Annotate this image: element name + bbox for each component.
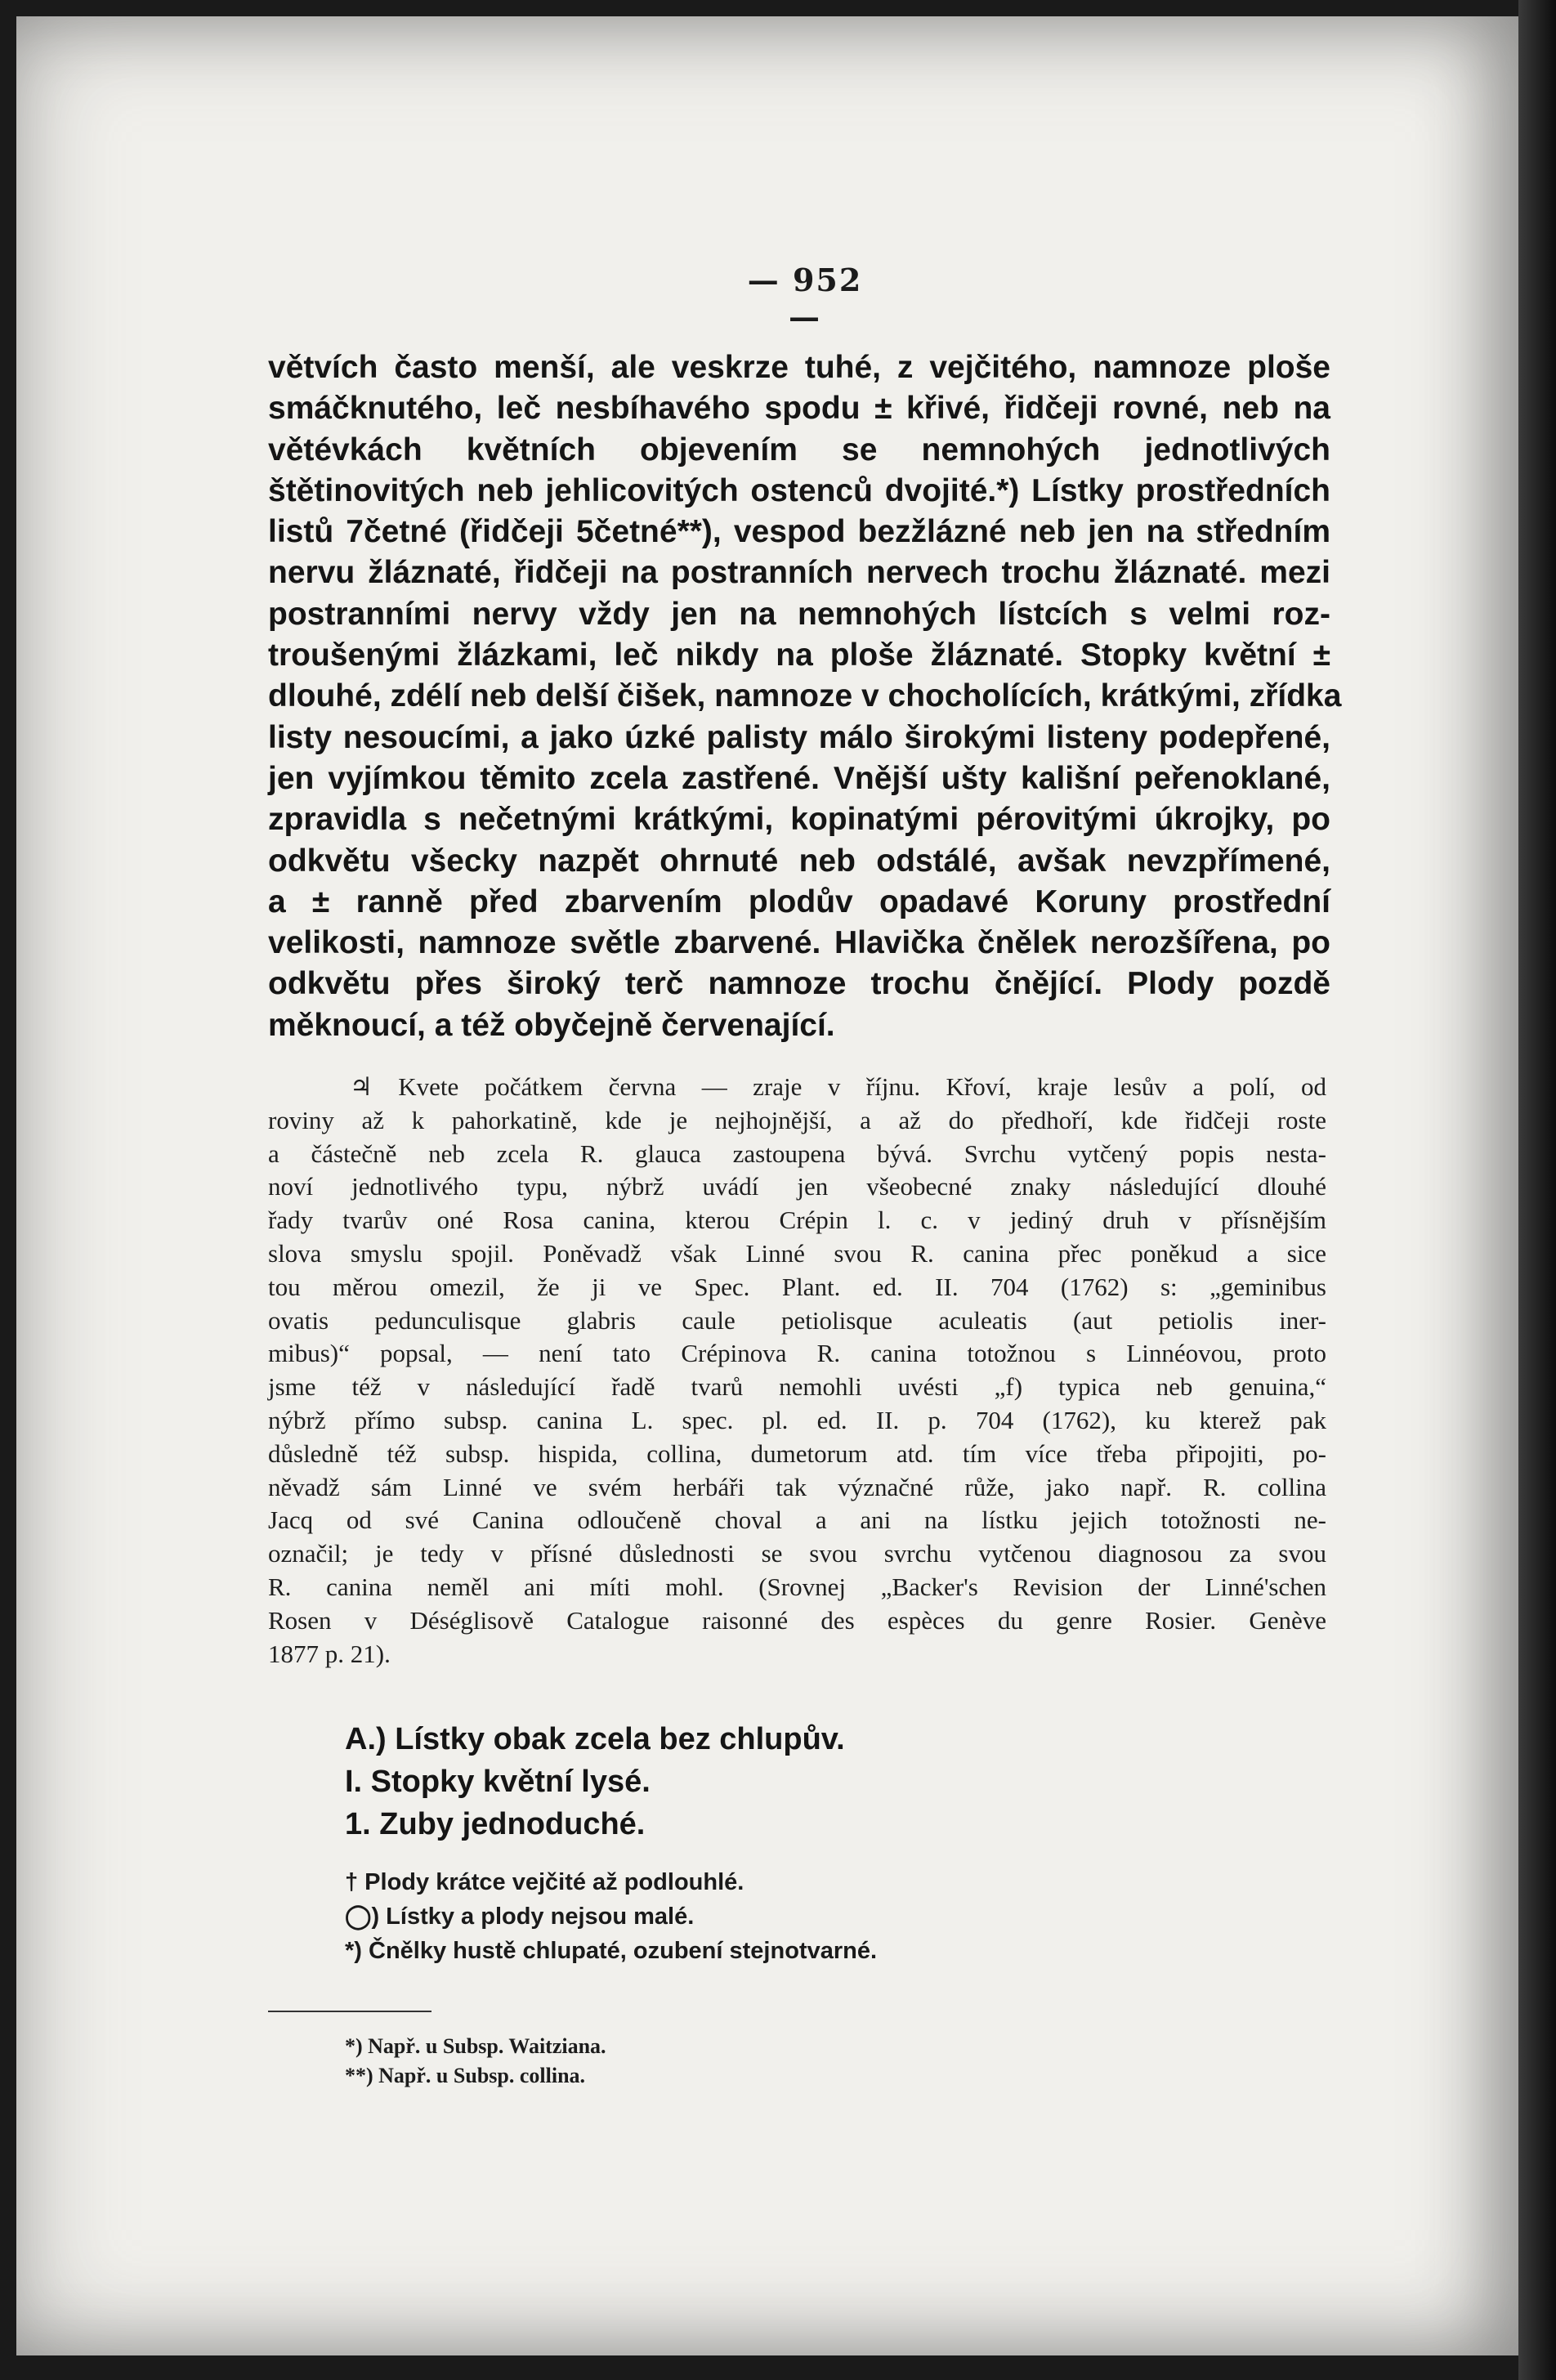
text-line: nervu žláznaté, řidčeji na postranních nervech trochu žláznaté. mezi	[268, 555, 1330, 591]
page-number: — 952 —	[747, 262, 863, 335]
note-line: 1877 p. 21).	[268, 1639, 391, 1668]
page-edge-shadow	[1518, 0, 1556, 2380]
text-line: zpravidla s nečetnými krátkými, kopinatými pérovitými úkrojky, po	[268, 802, 1330, 838]
legend-circle: ◯) Lístky a plody nejsou malé.	[345, 1904, 695, 1930]
note-line: roviny až k pahorkatině, kde je nejhojnější, a až do předhoří, kde řidčeji roste	[268, 1105, 1326, 1134]
footnote-divider	[268, 2011, 431, 2012]
text-line: odkvětu všecky nazpět ohrnuté neb odstálé, avšak nevzpřímené,	[268, 843, 1330, 879]
text-line: a ± ranně před zbarvením plodův opadavé Koruny prostřední	[268, 884, 1330, 919]
text-line: troušenými žlázkami, leč nikdy na ploše žláznaté. Stopky květní ±	[268, 638, 1330, 673]
symbol-legend	[345, 1865, 1080, 1968]
note-line: ovatis pedunculisque glabris caule petiolisque aculeatis (aut petiolis iner-	[268, 1305, 1326, 1335]
footnotes	[345, 2032, 1080, 2091]
note-line: ♃ Kvete počátkem června — zraje v říjnu. Křoví, kraje lesův a polí, od	[350, 1072, 1326, 1101]
text-line: listy nesoucími, a jako úzké palisty málo širokými listeny podepřené,	[268, 719, 1330, 755]
note-line: mibus)“ popsal, — není tato Crépinova R. canina totožnou s Linnéovou, proto	[268, 1339, 1326, 1368]
main-paragraph	[268, 347, 1342, 1046]
note-line: tou měrou omezil, že ji ve Spec. Plant. ed. II. 704 (1762) s: „geminibus	[268, 1272, 1326, 1301]
text-line: smáčknutého, leč nesbíhavého spodu ± křivé, řidčeji rovné, neb na	[268, 391, 1330, 427]
text-line: větévkách květních objevením se nemnohých jednotlivých	[268, 432, 1330, 468]
note-line: Rosen v Déséglisově Catalogue raisonné des espèces du genre Rosier. Genève	[268, 1605, 1326, 1635]
heading-1: 1. Zuby jednoduché.	[345, 1807, 646, 1841]
note-line: jsme též v následující řadě tvarů nemohli uvésti „f) typica neb genuina,“	[268, 1372, 1326, 1402]
text-line: velikosti, namnoze světle zbarvené. Hlavička čnělek nerozšířena, po	[268, 925, 1330, 961]
note-line: řady tvarův oné Rosa canina, kterou Crépin l. c. v jediný druh v přísnějším	[268, 1206, 1326, 1235]
text-line: odkvětu přes široký terč namnoze trochu čnějící. Plody pozdě	[268, 966, 1330, 1002]
footnote-2: **) Např. u Subsp. collina.	[345, 2064, 586, 2087]
note-line: něvadž sám Linné ve svém herbáři tak význačné růže, jako např. R. collina	[268, 1472, 1326, 1501]
note-paragraph	[268, 1071, 1326, 1671]
text-line: listů 7četné (řidčeji 5četné**), vespod bezžlázné neb jen na středním	[268, 514, 1330, 550]
heading-i: I. Stopky květní lysé.	[345, 1765, 651, 1799]
text-line: větvích často menší, ale veskrze tuhé, z vejčitého, namnoze ploše	[268, 350, 1330, 385]
note-line: slova smyslu spojil. Poněvadž však Linné svou R. canina přec poněkud a sice	[268, 1238, 1326, 1268]
note-line: R. canina neměl ani míti mohl. (Srovnej „Backer's Revision der Linné'schen	[268, 1572, 1326, 1601]
text-line: měknoucí, a též obyčejně červenající.	[268, 1007, 835, 1043]
note-line: a částečně neb zcela R. glauca zastoupena bývá. Svrchu vytčený popis nesta-	[268, 1139, 1326, 1168]
note-line: důsledně též subsp. hispida, collina, dumetorum atd. tím více třeba připojiti, po-	[268, 1438, 1326, 1468]
legend-dagger: † Plody krátce vejčité až podlouhlé.	[345, 1869, 744, 1895]
legend-asterisk: *) Čnělky hustě chlupaté, ozubení stejnotvarné.	[345, 1938, 878, 1964]
footnote-1: *) Např. u Subsp. Waitziana.	[345, 2034, 606, 2058]
text-line: štětinovitých neb jehlicovitých ostenců dvojité.*) Lístky prostředních	[268, 472, 1330, 508]
heading-a: A.) Lístky obak zcela bez chlupův.	[345, 1722, 845, 1756]
note-line: Jacq od své Canina odloučeně choval a ani na lístku jejich totožnosti ne-	[268, 1505, 1326, 1535]
note-line: noví jednotlivého typu, nýbrž uvádí jen všeobecné znaky následující dlouhé	[268, 1172, 1326, 1201]
note-line: označil; je tedy v přísné důslednosti se svou svrchu vytčenou diagnosou za svou	[268, 1539, 1326, 1568]
note-line: nýbrž přímo subsp. canina L. spec. pl. ed. II. p. 704 (1762), ku kterež pak	[268, 1405, 1326, 1434]
key-headings	[345, 1718, 1080, 1845]
text-line: dlouhé, zdélí neb delší čišek, namnoze v chocholících, krátkými, zřídka	[268, 678, 1342, 714]
text-line: postranními nervy vždy jen na nemnohých lístcích s velmi roz-	[268, 596, 1330, 632]
text-line: jen vyjímkou těmito zcela zastřené. Vnější ušty kališní peřenoklané,	[268, 760, 1330, 796]
